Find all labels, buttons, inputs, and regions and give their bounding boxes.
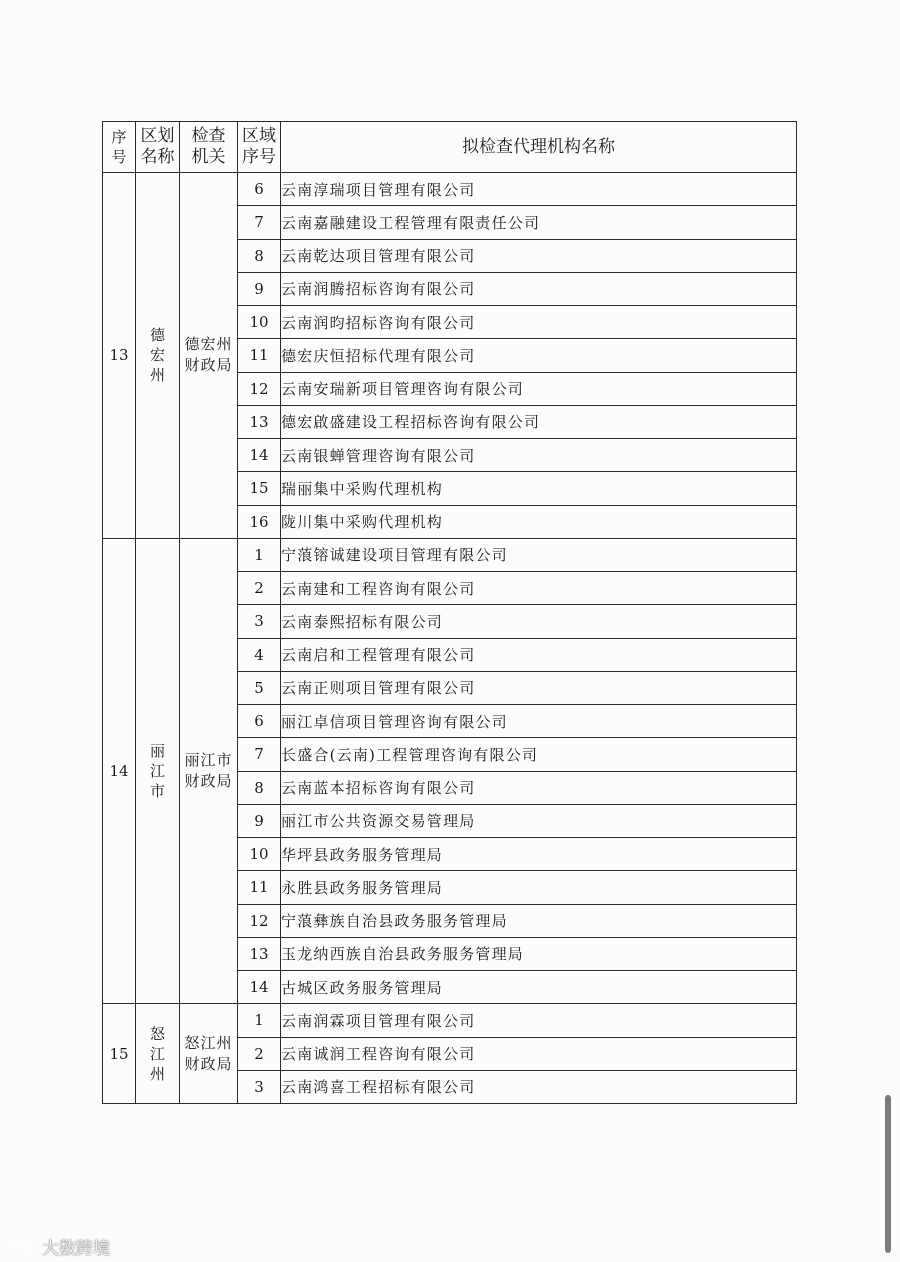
region-name: 丽江市 [150,742,166,800]
area-seq-cell: 2 [238,1037,281,1070]
group-region [136,538,180,1004]
group-inspector [180,173,238,539]
region-name: 德宏州 [150,326,166,385]
group-inspector [180,1004,238,1104]
area-seq-cell: 16 [238,505,281,538]
inspector-name: 怒江州财政局 [184,1033,233,1073]
agency-name-cell: 德宏啟盛建设工程招标咨询有限公司 [281,405,797,438]
area-seq-cell: 8 [238,239,281,272]
agency-name-cell: 云南建和工程咨询有限公司 [281,572,797,605]
agency-name-cell: 云南蓝本招标咨询有限公司 [281,771,797,804]
table-row [103,538,797,571]
group-region [136,173,180,539]
agency-name-cell: 云南润霖项目管理有限公司 [281,1004,797,1037]
area-seq-cell: 9 [238,272,281,305]
area-seq-cell: 5 [238,671,281,704]
agency-name-cell: 云南银蝉管理咨询有限公司 [281,439,797,472]
area-seq-cell: 10 [238,306,281,339]
area-seq-cell: 13 [238,937,281,970]
inspector-name: 德宏州财政局 [184,335,233,375]
agency-name-cell: 云南泰熙招标有限公司 [281,605,797,638]
agency-name-cell: 长盛合(云南)工程管理咨询有限公司 [281,738,797,771]
inspection-agency-table [102,121,797,1104]
table-row [103,1004,797,1037]
agency-name-cell: 瑞丽集中采购代理机构 [281,472,797,505]
agency-name-cell: 华坪县政务服务管理局 [281,838,797,871]
region-name: 怒江州 [150,1024,166,1083]
watermark-text: 大数跨境 [42,1238,110,1259]
area-seq-cell: 1 [238,1004,281,1037]
agency-name-cell: 云南乾达项目管理有限公司 [281,239,797,272]
area-seq-cell: 2 [238,572,281,605]
agency-name-cell: 古城区政务服务管理局 [281,971,797,1004]
agency-name-cell: 宁蒗镕诚建设项目管理有限公司 [281,538,797,571]
area-seq-cell: 9 [238,804,281,837]
inspector-name: 丽江市财政局 [184,751,233,790]
agency-name-cell: 云南嘉融建设工程管理有限责任公司 [281,206,797,239]
agency-name-cell: 永胜县政务服务管理局 [281,871,797,904]
area-seq-cell: 14 [238,971,281,1004]
area-seq-cell: 7 [238,738,281,771]
agency-name-cell: 云南安瑞新项目管理咨询有限公司 [281,372,797,405]
area-seq-cell: 14 [238,439,281,472]
agency-name-cell: 陇川集中采购代理机构 [281,505,797,538]
agency-name-cell: 云南润腾招标咨询有限公司 [281,272,797,305]
area-seq-cell: 12 [238,904,281,937]
area-seq-cell: 10 [238,838,281,871]
group-seq: 15 [103,1004,136,1104]
agency-name-cell: 云南启和工程管理有限公司 [281,638,797,671]
header-area-seq: 区域序号 [238,122,281,173]
agency-name-cell: 丽江市公共资源交易管理局 [281,804,797,837]
agency-name-cell: 丽江卓信项目管理咨询有限公司 [281,705,797,738]
agency-name-cell: 云南鸿喜工程招标有限公司 [281,1070,797,1103]
area-seq-cell: 11 [238,339,281,372]
group-region [136,1004,180,1104]
area-seq-cell: 13 [238,405,281,438]
area-seq-cell: 6 [238,705,281,738]
area-seq-cell: 3 [238,1070,281,1103]
area-seq-cell: 12 [238,372,281,405]
table-row [103,173,797,206]
agency-name-cell: 云南诚润工程咨询有限公司 [281,1037,797,1070]
agency-name-cell: 玉龙纳西族自治县政务服务管理局 [281,937,797,970]
agency-name-cell: 云南正则项目管理有限公司 [281,671,797,704]
agency-name-cell: 云南淳瑞项目管理有限公司 [281,173,797,206]
area-seq-cell: 3 [238,605,281,638]
header-seq: 序号 [103,122,136,173]
agency-name-cell: 宁蒗彝族自治县政务服务管理局 [281,904,797,937]
area-seq-cell: 7 [238,206,281,239]
agency-name-cell: 德宏庆恒招标代理有限公司 [281,339,797,372]
kuajing-logo-icon [8,1237,38,1255]
header-inspector: 检查机关 [180,122,238,173]
header-region: 区划名称 [136,122,180,173]
scrollbar-thumb[interactable] [885,1095,891,1253]
area-seq-cell: 11 [238,871,281,904]
area-seq-cell: 6 [238,173,281,206]
area-seq-cell: 4 [238,638,281,671]
area-seq-cell: 1 [238,538,281,571]
watermark [8,1235,110,1257]
area-seq-cell: 8 [238,771,281,804]
group-seq: 14 [103,538,136,1004]
area-seq-cell: 15 [238,472,281,505]
table-header-row [103,122,797,173]
group-inspector [180,538,238,1004]
table-body [103,173,797,1104]
agency-name-cell: 云南润昀招标咨询有限公司 [281,306,797,339]
header-agency: 拟检查代理机构名称 [281,122,797,173]
group-seq: 13 [103,173,136,539]
